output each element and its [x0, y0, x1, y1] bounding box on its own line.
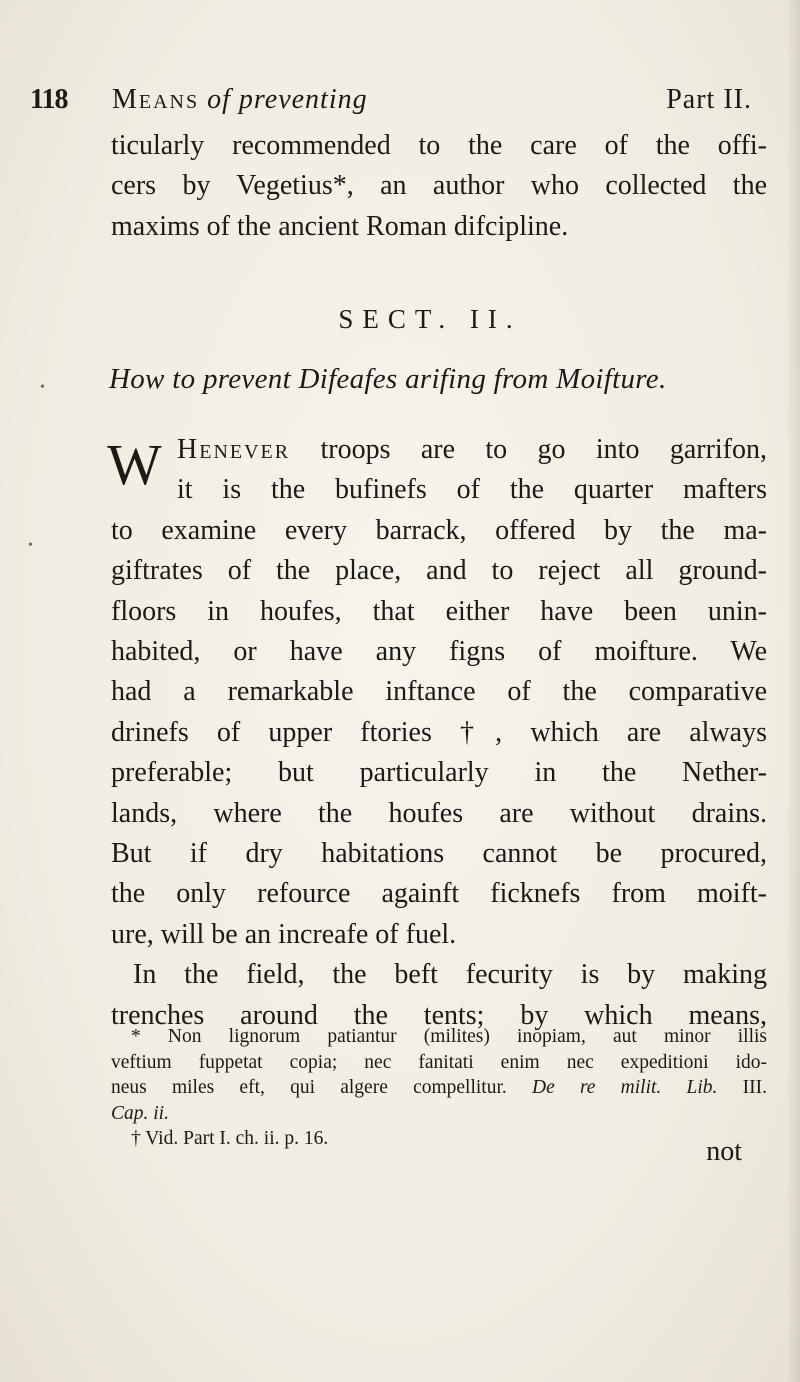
- page-number: 118: [30, 84, 68, 115]
- footnote-line: veftium fuppetat copia; nec fanitati enim nec expeditioni ido-: [111, 1051, 767, 1073]
- text-line: lands, where the houfes are without drains.: [111, 797, 767, 829]
- first-word: Henever: [177, 434, 291, 465]
- footnote-line: [111, 1075, 767, 1101]
- text-line: to examine every barrack, offered by the ma-: [111, 514, 767, 546]
- footnote-citation: Cap. ii.: [111, 1102, 169, 1124]
- text-line: habited, or have any figns of moifture. We: [111, 636, 767, 668]
- text-line: [111, 430, 767, 470]
- footnote-text: neus miles eft, qui algere compellitur.: [111, 1077, 532, 1098]
- text-line: drinefs of upper ftories †, which are always: [111, 716, 767, 748]
- text-line: ure, will be an increafe of fuel.: [111, 918, 457, 950]
- footnote-line: † Vid. Part I. ch. ii. p. 16.: [131, 1128, 329, 1149]
- running-head-italic: of preventing: [207, 84, 368, 115]
- text-line: trenches around the tents; by which means,: [111, 999, 767, 1031]
- text-line: cers by Vegetius*, an author who collected the: [111, 170, 767, 202]
- footnote-line: * Non lignorum patiantur (milites) inopiam, aut minor illis: [131, 1026, 767, 1047]
- text-line: had a remarkable inftance of the comparative: [111, 676, 767, 708]
- catchword: not: [706, 1136, 742, 1167]
- running-head-caps: Means: [112, 84, 200, 115]
- page-edge-shadow: [786, 0, 800, 1382]
- text-line: giftrates of the place, and to reject all ground-: [111, 555, 767, 587]
- footnote-line: [111, 1101, 767, 1127]
- margin-dot: •: [28, 538, 33, 553]
- running-head: [112, 84, 368, 116]
- footnotes: [111, 1024, 767, 1152]
- text-line: But if dry habitations cannot be procured,: [111, 838, 767, 870]
- text-line: floors in houfes, that either have been unin-: [111, 595, 767, 627]
- body-paragraph: [107, 430, 767, 1036]
- footnote-citation: De re milit. Lib.: [531, 1077, 718, 1098]
- text-line: In the field, the beft fecurity is by making: [133, 959, 767, 991]
- continuation-paragraph: [111, 126, 767, 247]
- text-line: the only refource againft ficknefs from moift-: [111, 878, 767, 910]
- margin-dot: •: [40, 380, 45, 395]
- section-heading: SECT. II.: [338, 304, 522, 334]
- footnote-text: III.: [717, 1077, 767, 1098]
- line-rest: troops are to go into garrifon,: [290, 434, 767, 465]
- drop-initial: W: [107, 432, 162, 497]
- text-line: ticularly recommended to the care of the offi-: [111, 130, 767, 161]
- text-line: preferable; but particularly in the Nether-: [111, 757, 767, 789]
- text-line: maxims of the ancient Roman difcipline.: [111, 210, 569, 242]
- text-line: it is the bufinefs of the quarter mafters: [177, 474, 767, 506]
- page-header: [30, 84, 752, 128]
- section-title: How to prevent Difeafes arifing from Moifture.: [109, 363, 667, 395]
- part-label: Part II.: [666, 84, 752, 115]
